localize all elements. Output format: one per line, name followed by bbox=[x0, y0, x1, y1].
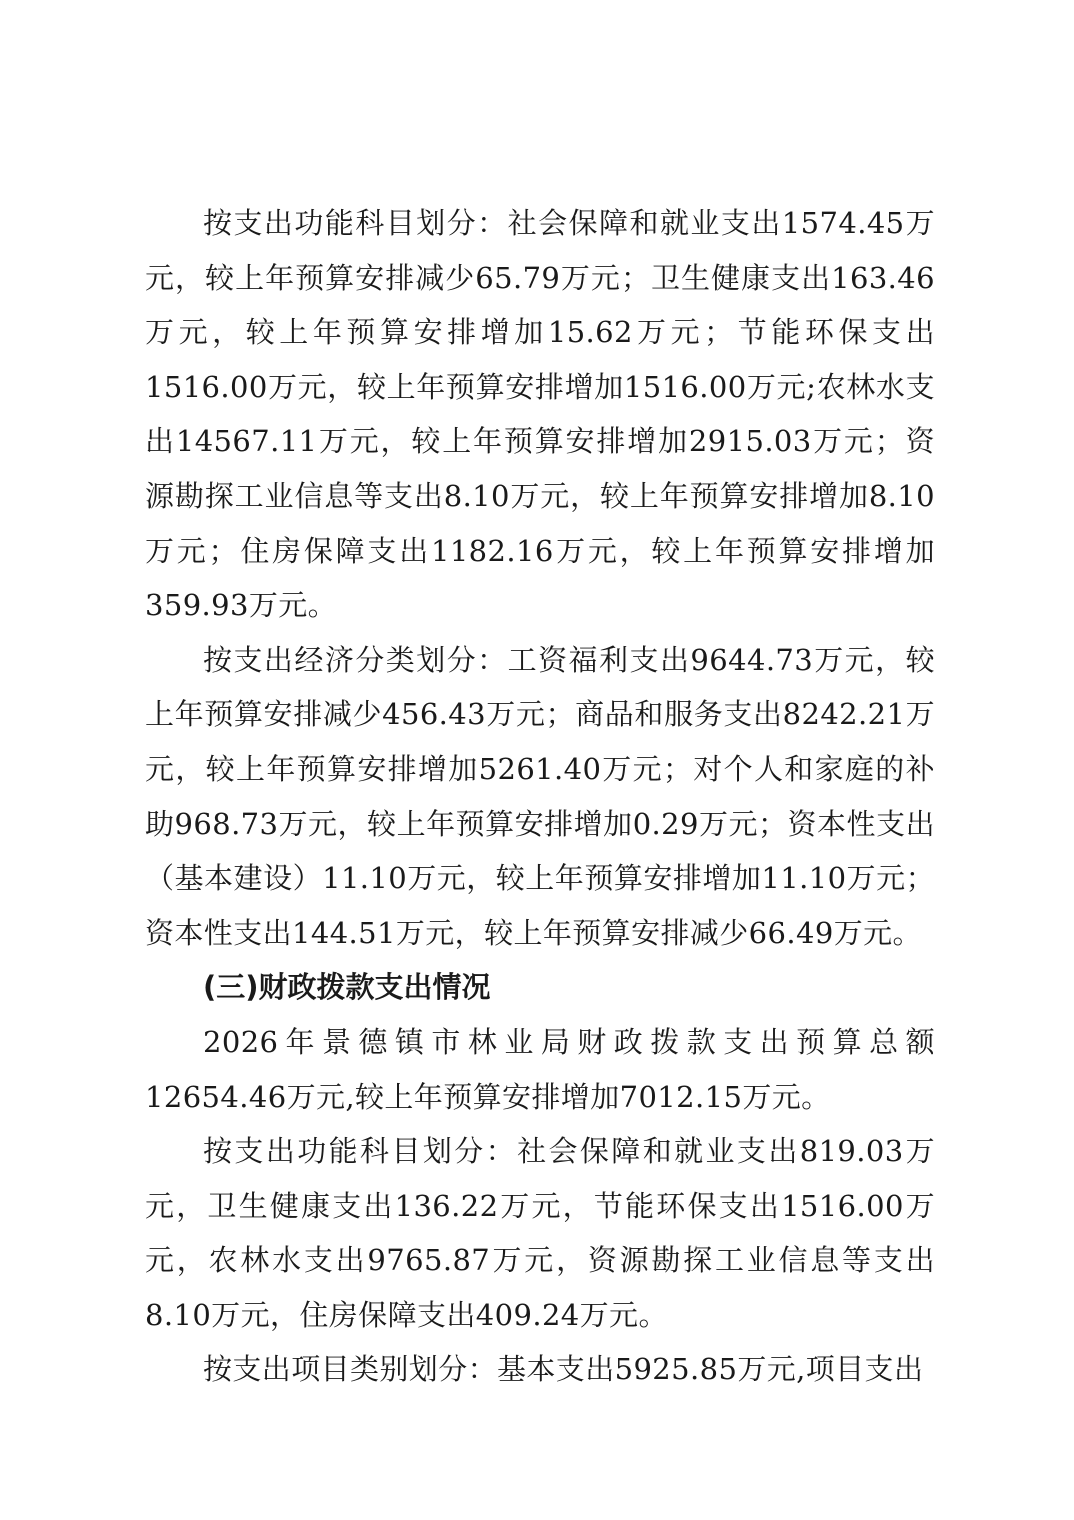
paragraph-appropriation-project: 按支出项目类别划分：基本支出5925.85万元,项目支出 bbox=[203, 1352, 924, 1387]
document-page bbox=[145, 196, 935, 1397]
paragraph-appropriation-total: 2026年景德镇市林业局财政拨款支出预算总额12654.46万元,较上年预算安排增加7012.15万元。 bbox=[145, 1024, 935, 1114]
paragraph-economic-classification: 按支出经济分类划分：工资福利支出9644.73万元，较上年预算安排减少456.43万元；商品和服务支出8242.21万元，较上年预算安排增加5261.40万元；对个人和家庭的补助968.73万元，较上年预算安排增加0.29万元；资本性支出（基本建设）11.10万元，较上年预算安排增加11.10万元；资本性支出144.51万元，较上年预算安排减少66.49万元。 bbox=[145, 642, 935, 950]
paragraph-appropriation-functional: 按支出功能科目划分：社会保障和就业支出819.03万元，卫生健康支出136.22万元，节能环保支出1516.00万元，农林水支出9765.87万元，资源勘探工业信息等支出8.10万元，住房保障支出409.24万元。 bbox=[145, 1134, 935, 1332]
paragraph-functional-classification: 按支出功能科目划分：社会保障和就业支出1574.45万元，较上年预算安排减少65.79万元；卫生健康支出163.46万元，较上年预算安排增加15.62万元；节能环保支出1516.00万元，较上年预算安排增加1516.00万元;农林水支出14567.11万元，较上年预算安排增加2915.03万元；资源勘探工业信息等支出8.10万元，较上年预算安排增加8.10万元；住房保障支出1182.16万元，较上年预算安排增加359.93万元。 bbox=[145, 206, 935, 623]
section-heading: (三)财政拨款支出情况 bbox=[203, 970, 491, 1005]
